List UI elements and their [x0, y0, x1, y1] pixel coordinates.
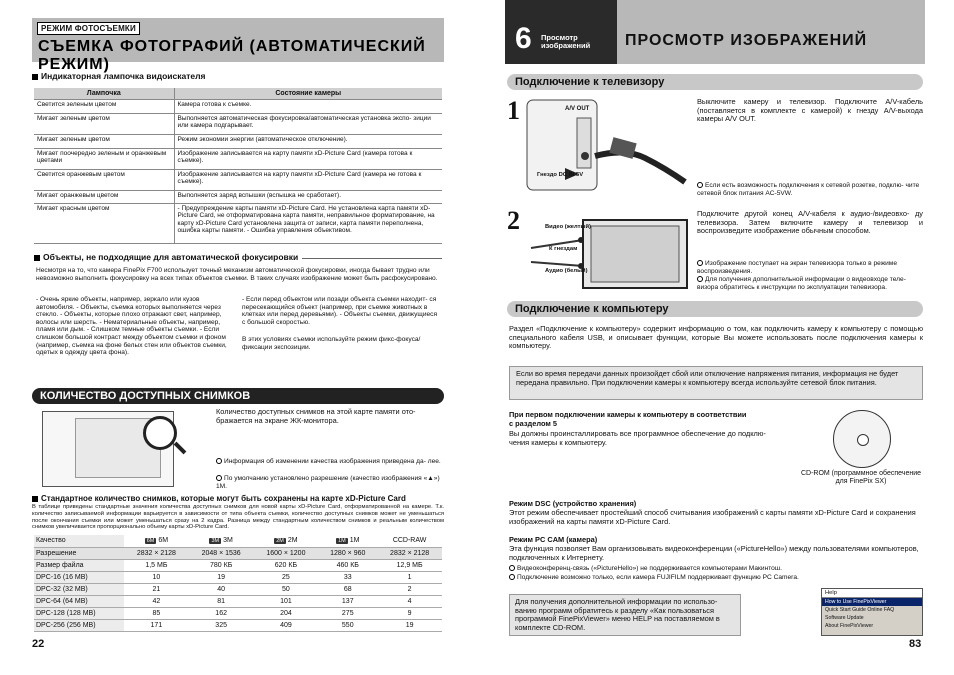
square-bullet-icon: [34, 255, 40, 261]
lamp-col-header: Лампочка: [34, 88, 174, 100]
quality-cell: 1M 1M: [318, 535, 377, 547]
step-2-number: 2: [507, 206, 520, 235]
help-menu-item[interactable]: About FinePixViewer: [825, 623, 874, 629]
table-row: [34, 135, 442, 149]
resolution-cell: 1280 × 960: [318, 547, 377, 559]
note-icon: [509, 574, 515, 580]
cd-hole: [857, 434, 869, 446]
help-menu-item[interactable]: How to Use FinePixViewer: [822, 598, 922, 606]
quality-cell: 2M 2M: [254, 535, 319, 547]
resolution-label: Разрешение: [34, 547, 124, 559]
help-menu-screenshot: [821, 588, 923, 636]
filesize-cell: 780 КБ: [189, 559, 254, 571]
count-cell: 275: [318, 607, 377, 619]
af-intro: Несмотря на то, что камера FinePix F700 использует точный механизм автоматической фокусировки, иногда бывает трудно или невозможно выполнить фокусировку на всех типах объектов съемки. В таких случаях изображение может быть расфокусировано.: [36, 267, 438, 282]
magnifier-icon: [143, 416, 177, 450]
count-heading: КОЛИЧЕСТВО ДОСТУПНЫХ СНИМКОВ: [32, 388, 444, 404]
page-number-right: 83: [909, 638, 922, 650]
status-col-header: Состояние камеры: [174, 88, 442, 100]
count-cell: 50: [254, 583, 319, 595]
af-right-note: В этих условиях съемки используйте режим фикс-фокуса/ фиксации экспозиции.: [242, 336, 421, 351]
table-row: [34, 100, 442, 114]
count-cell: 85: [124, 607, 189, 619]
note-icon: [216, 458, 222, 464]
table-row: [34, 191, 442, 204]
step-1-note: Если есть возможность подключения к сетевой розетке, подклю- чите сетевой блок питания AC-5VW.: [697, 182, 920, 197]
count-text: Количество доступных снимков на этой карте памяти ото- бражается на экране ЖК-монитора.: [216, 407, 416, 425]
count-note-1: Информация об изменении качества изображения приведена да- лее.: [216, 458, 442, 466]
count-cell: 101: [254, 595, 319, 607]
first-connection-text: Вы должны проинсталлировать все программное обеспечение до подклю- чения камеры к компьютеру.: [509, 429, 766, 447]
lamp-cell: Мигает поочередно зеленым и оранжевым цветами: [34, 149, 174, 170]
af-list-right: - Если перед объектом или позади объекта съемки находит- ся пересекающийся объект (например, при съемке животных в клетках или перед деревьями). - Объекты съемки, движущиеся с большой скоростью.: [242, 296, 438, 326]
count-cell: 33: [318, 571, 377, 583]
count-cell: 21: [124, 583, 189, 595]
av-out-label: A/V OUT: [565, 106, 590, 112]
count-cell: 137: [318, 595, 377, 607]
lamp-cell: Светится оранжевым цветом: [34, 170, 174, 191]
dsc-heading: Режим DSC (устройство хранения): [509, 499, 637, 508]
count-cell: 42: [124, 595, 189, 607]
count-cell: 162: [189, 607, 254, 619]
count-cell: 4: [377, 595, 442, 607]
std-heading: Стандартное количество снимков, которые могут быть сохранены на карте xD-Picture Card: [32, 494, 444, 503]
pc-intro: Раздел «Подключение к компьютеру» содержит информацию о том, как подключить камеру к компьютеру с помощью специального кабеля USB, и описывает функции, которые Вы можете использовать после подключения камеры к компьютеру.: [509, 324, 923, 351]
dc-in-label: Гнездо DC IN 5V: [537, 172, 584, 178]
card-cell: DPC-128 (128 MB): [34, 607, 124, 619]
count-table: [34, 535, 442, 632]
help-menu-title[interactable]: Help: [822, 589, 922, 598]
count-cell: 204: [254, 607, 319, 619]
lcd-illustration: [42, 411, 174, 487]
count-cell: 19: [377, 619, 442, 631]
resolution-cell: 2832 × 2128: [124, 547, 189, 559]
help-box: Для получения дополнительной информации по использо- ванию программ обратитесь к разделу «Как пользоваться программой FinePixViewer» меню HELP на поставляемом в комплекте CD-ROM.: [509, 594, 741, 636]
jacks-label: К гнездам: [549, 246, 578, 252]
status-cell: Камера готова к съемке.: [174, 100, 442, 114]
quality-cell: 3M 3M: [189, 535, 254, 547]
card-cell: DPC-64 (64 MB): [34, 595, 124, 607]
pccam-text: Эта функция позволяет Вам организовывать видеоконференции («PictureHello») между пользователями компьютеров, подключенных к Интернету.: [509, 544, 919, 562]
step-1-text: Выключите камеру и телевизор. Подключите A/V-кабель (поставляется в комплекте с камерой) к гнезду A/V-выхода камеры A/V OUT.: [697, 97, 923, 124]
note-icon: [509, 565, 515, 571]
filesize-row: [34, 559, 442, 571]
pccam-note-1: Видеоконференц-связь («PictureHello») не поддерживается компьютерами Макинтош.: [509, 565, 923, 573]
count-cell: 9: [377, 607, 442, 619]
chapter-number: 6: [515, 22, 532, 55]
status-cell: Выполняется заряд вспышки (вспышка не сработает).: [174, 191, 442, 204]
af-heading: Объекты, не подходящие для автоматической фокусировки: [34, 252, 302, 262]
lamp-cell: Мигает зеленым цветом: [34, 114, 174, 135]
cd-caption: CD-ROM (программное обеспечение для FinePix SX): [800, 470, 922, 485]
table-row: [34, 204, 442, 244]
table-row: [34, 170, 442, 191]
count-cell: 81: [189, 595, 254, 607]
status-cell: Выполняется автоматическая фокусировка/автоматическая установка экспо- зиции или камера подгарывает.: [174, 114, 442, 135]
lamp-cell: Мигает зеленым цветом: [34, 135, 174, 149]
first-connection-heading: При первом подключении камеры к компьютеру в соответствии с разделом 5: [509, 410, 747, 428]
count-cell: 19: [189, 571, 254, 583]
filesize-cell: 12,9 МБ: [377, 559, 442, 571]
count-cell: 40: [189, 583, 254, 595]
pccam-note-2: Подключение возможно только, если камера FUJIFILM поддерживает функцию PC Camera.: [509, 574, 923, 582]
count-cell: 2: [377, 583, 442, 595]
mode-tag: РЕЖИМ ФОТОСЪЕМКИ: [37, 22, 140, 35]
chapter-block: [505, 0, 617, 64]
status-cell: - Предупреждение карты памяти xD-Picture Card. Не установлена карта памяти xD-Picture Card, не отформатирована карта памяти, неправильное форматирование, на карту xD-Picture Card установлена защита от записи, карта памяти переполнена, ошибка карты памяти. - Ошибка управления объективом.: [174, 204, 442, 244]
table-row: [34, 619, 442, 631]
table-row: [34, 607, 442, 619]
left-page-title: СЪЕМКА ФОТОГРАФИЙ (АВТОМАТИЧЕСКИЙ РЕЖИМ): [38, 38, 426, 73]
count-cell: 68: [318, 583, 377, 595]
left-header: [32, 18, 444, 73]
right-header: [505, 0, 925, 64]
warning-box: Если во время передачи данных произойдет сбой или отключение напряжения питания, информация не будет передана правильно. При подключении камеры к компьютеру всегда используйте сетевой блок питания.: [509, 366, 923, 400]
lamp-cell: Светится зеленым цветом: [34, 100, 174, 114]
quality-row: [34, 535, 442, 547]
table-row: [34, 114, 442, 135]
page-number-left: 22: [32, 638, 45, 650]
filesize-cell: 460 КБ: [318, 559, 377, 571]
lamp-table-header: [34, 88, 442, 100]
table-row: [34, 571, 442, 583]
quality-cell: 6M 6M: [124, 535, 189, 547]
tv-heading: Подключение к телевизору: [507, 74, 923, 90]
lamp-cell: Мигает красным цветом: [34, 204, 174, 244]
filesize-cell: 1,5 МБ: [124, 559, 189, 571]
card-cell: DPC-16 (16 MB): [34, 571, 124, 583]
audio-label: Аудио (белый): [545, 268, 588, 274]
status-cell: Изображение записывается на карту памяти xD-Picture Card (камера не готова к съемке).: [174, 170, 442, 191]
pc-heading: Подключение к компьютеру: [507, 301, 923, 317]
step-1-number: 1: [507, 96, 520, 125]
pccam-heading: Режим PC CAM (камера): [509, 535, 598, 544]
square-bullet-icon: [32, 496, 38, 502]
camera-av-illustration: [525, 98, 689, 194]
resolution-row: [34, 547, 442, 559]
quality-badge: 2M: [276, 538, 284, 545]
square-bullet-icon: [32, 74, 38, 80]
count-cell: 325: [189, 619, 254, 631]
chapter-label: Просмотр изображений: [541, 33, 591, 50]
note-icon: [216, 475, 222, 481]
lamp-cell: Мигает оранжевым цветом: [34, 191, 174, 204]
af-list-left: - Очень яркие объекты, например, зеркало или кузов автомобиля. - Объекты, съемка которых выполняется через стекло. - Объекты, которые плохо отражают свет, например, волосы или шерсть. - Нематериальные объекты, например, пламя или дым. - Слишком темные объекты съемки. - Если слишком большой контраст между объектом съемки и фоном (например, съемка на фоне белых стен или объектов съемки, одетых в одежду цвета фона).: [36, 296, 227, 357]
quality-badge: 3M: [211, 538, 220, 545]
resolution-cell: 2048 × 1536: [189, 547, 254, 559]
table-row: [34, 583, 442, 595]
count-cell: 171: [124, 619, 189, 631]
count-cell: 10: [124, 571, 189, 583]
status-cell: Изображение записывается на карту памяти xD-Picture Card (камера готова к съемке).: [174, 149, 442, 170]
std-text: В таблице приведены стандартные значения количества доступных снимков для новой карты xD-Picture Card, отформатированной на камере. Т.к. количество записываемой информации варьируется в зависимости от типа объекта съемки, количество доступных снимков может не уменьшаться после окончания съемки или может уменьшаться сразу на 2 кадра. Разница между стандартным количеством снимков и реальным количеством снимков увеличивается пропорционально объему карты xD-Picture Card.: [32, 504, 444, 531]
filesize-cell: 620 КБ: [254, 559, 319, 571]
step-2-text: Подключите другой конец A/V-кабеля к аудио-/видеовхо- ду телевизора. Затем включите камеру и телевизор и воспроизведите изображение обычным способом.: [697, 209, 923, 236]
table-row: [34, 595, 442, 607]
resolution-cell: 2832 × 2128: [377, 547, 442, 559]
count-cell: 25: [254, 571, 319, 583]
count-cell: 409: [254, 619, 319, 631]
count-note-2: По умолчанию установлено разрешение (качество изображения «▲») 1M.: [216, 475, 440, 490]
help-menu-item[interactable]: Quick Start Guide Online FAQ: [825, 607, 895, 613]
note-icon: [697, 276, 703, 282]
note-icon: [697, 260, 703, 266]
quality-cell: CCD-RAW: [377, 535, 442, 547]
quality-badge: 1M: [338, 538, 346, 545]
video-label: Видео (желтый): [545, 224, 591, 230]
cd-rom-icon: [833, 410, 891, 468]
note-icon: [697, 182, 703, 188]
resolution-cell: 1600 × 1200: [254, 547, 319, 559]
table-row: [34, 149, 442, 170]
status-cell: Режим экономии энергии (автоматическое отключение).: [174, 135, 442, 149]
quality-label: Качество: [34, 535, 124, 547]
quality-badge: 6M: [146, 538, 155, 545]
card-cell: DPC-32 (32 MB): [34, 583, 124, 595]
right-page: [477, 0, 954, 675]
step-2-note-2: Для получения дополнительной информации о видеовходе теле- визора обратитесь к инструкции по эксплуатации телевизора.: [697, 276, 906, 291]
lamp-table: [34, 88, 442, 244]
camera-av-drawing: [525, 98, 689, 194]
lamp-heading: Индикаторная лампочка видоискателя: [32, 71, 206, 81]
help-menu-item[interactable]: Software Update: [825, 615, 864, 621]
dsc-text: Этот режим обеспечивает простейший способ считывания изображений с карты памяти xD-Picture Card и сохранения изображений на карты памяти xD-Picture Card.: [509, 508, 916, 526]
step-2-note-1: Изображение поступает на экран телевизора только в режиме воспроизведения.: [697, 260, 898, 275]
filesize-label: Размер файла: [34, 559, 124, 571]
right-page-title: ПРОСМОТР ИЗОБРАЖЕНИЙ: [625, 32, 868, 49]
count-cell: 1: [377, 571, 442, 583]
count-cell: 550: [318, 619, 377, 631]
magnifier-handle-icon: [174, 442, 187, 455]
card-cell: DPC-256 (256 MB): [34, 619, 124, 631]
